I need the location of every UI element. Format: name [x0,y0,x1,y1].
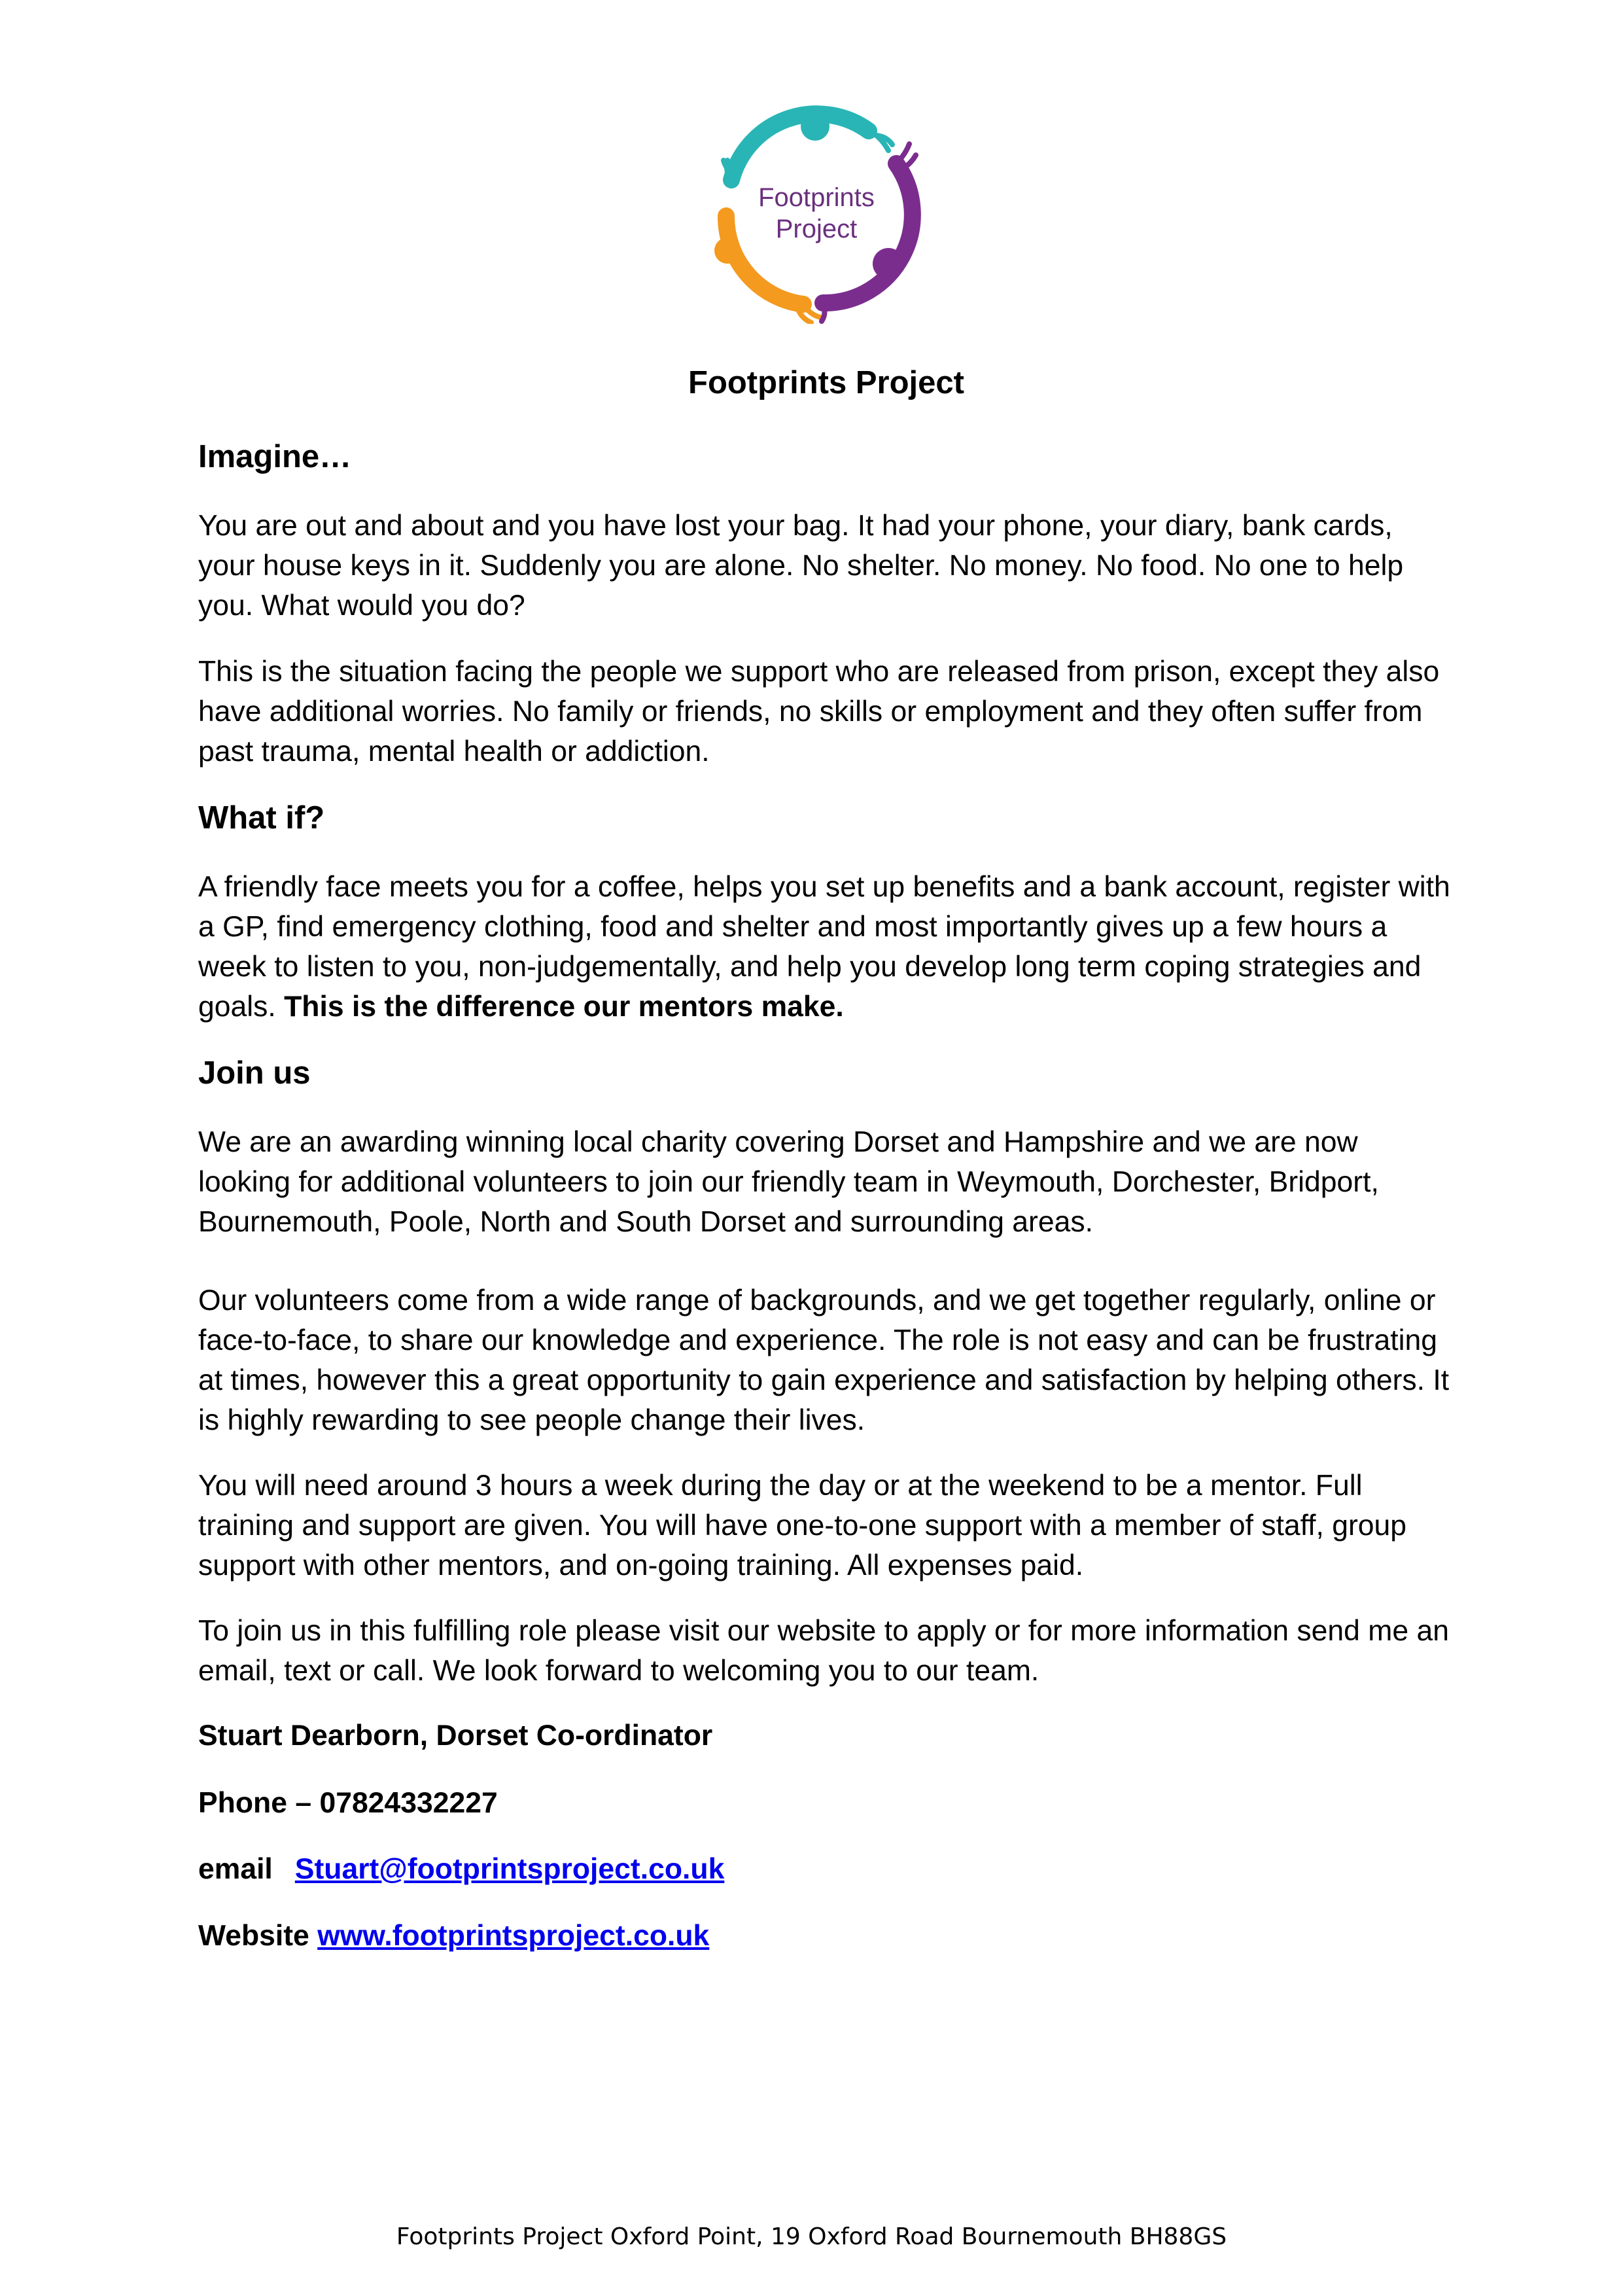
heading-imagine: Imagine… [198,439,352,474]
contact-email-line [198,1849,724,1889]
paragraph-what-if-bold: This is the difference our mentors make. [284,991,844,1023]
contact-website-line [198,1916,709,1956]
contact-email-label: email [198,1853,273,1885]
logo-text-line1: Footprints [758,183,875,212]
heading-what-if: What if? [198,800,325,836]
paragraph-what-if-text: A friendly face meets you for a coffee, helps you set up benefits and a bank account, register with a GP, find emergency clothing, food and shelter and most importantly gives up a few hours a week to listen to you, non-judgementally, and help you develop long term coping strategies and goals. [198,871,1450,1023]
paragraph-join-1: We are an awarding winning local charity covering Dorset and Hampshire and we are now looking for additional volunteers to join our friendly team in Weymouth, Dorchester, Bridport, Bournemouth, Poole, North and South Dorset and surrounding areas. [198,1126,1379,1238]
contact-phone: Phone – 07824332227 [198,1787,498,1819]
page-footer: Footprints Project Oxford Point, 19 Oxford Road Bournemouth BH88GS [396,2223,1227,2250]
document-title: Footprints Project [688,365,964,400]
paragraph-join-4: To join us in this fulfilling role please visit our website to apply or for more information send me an email, text or call. We look forward to welcoming you to our team. [198,1615,1449,1687]
contact-name: Stuart Dearborn, Dorset Co-ordinator [198,1720,713,1752]
paragraph-what-if [198,867,1454,1027]
footprints-logo [705,101,928,324]
paragraph-imagine-1: You are out and about and you have lost your bag. It had your phone, your diary, bank cards, your house keys in it. Suddenly you are alone. No shelter. No money. No food. No one to help you. What would you do? [198,510,1404,622]
footprints-logo-graphic [705,101,928,324]
paragraph-imagine-2: This is the situation facing the people we support who are released from prison, except they also have additional worries. No family or friends, no skills or employment and they often suffer from past trauma, mental health or addiction. [198,656,1440,768]
contact-email-link[interactable]: Stuart@footprintsproject.co.uk [294,1853,725,1885]
heading-join-us: Join us [198,1055,311,1091]
contact-website-link[interactable]: www.footprintsproject.co.uk [317,1920,710,1952]
contact-website-label: Website [198,1920,309,1952]
paragraph-join-3: You will need around 3 hours a week during the day or at the weekend to be a mentor. Full training and support are given. You will have one-to-one support with a member of staff, group support with other mentors, and on-going training. All expenses paid. [198,1470,1407,1581]
paragraph-join-2: Our volunteers come from a wide range of backgrounds, and we get together regularly, online or face-to-face, to share our knowledge and experience. The role is not easy and can be frustrating at times, however this a great opportunity to gain experience and satisfaction by helping others. It is highly rewarding to see people change their lives. [198,1284,1450,1436]
logo-text-line2: Project [775,215,858,243]
